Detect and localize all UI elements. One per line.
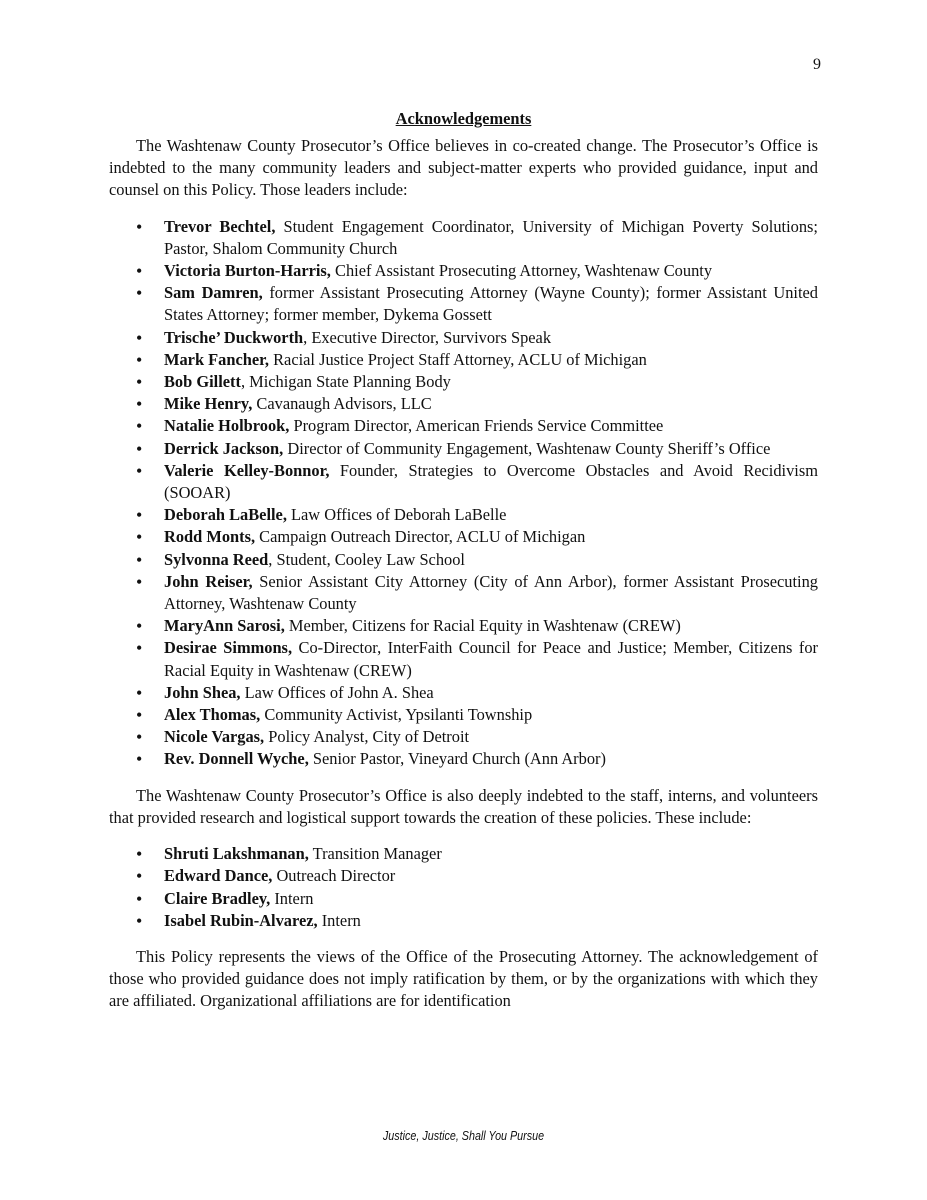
person-description: Transition Manager bbox=[308, 844, 442, 864]
person-name: Natalie Holbrook, bbox=[164, 416, 290, 436]
person-description: Senior Pastor, Vineyard Church (Ann Arbor) bbox=[308, 749, 606, 769]
list-item bbox=[109, 865, 818, 887]
person-name: Rev. Donnell Wyche, bbox=[164, 749, 309, 769]
list-item bbox=[109, 888, 818, 910]
list-item bbox=[109, 748, 818, 770]
list-item bbox=[109, 571, 818, 615]
person-description: Senior Assistant City Attorney (City of Ann Arbor), former Assistant Prosecuting Attorney, Washtenaw County bbox=[164, 571, 819, 614]
person-name: Sam Damren, bbox=[164, 283, 263, 303]
person-name: MaryAnn Sarosi, bbox=[164, 616, 285, 636]
list-item bbox=[109, 726, 818, 748]
person-description: Director of Community Engagement, Washtenaw County Sheriff’s Office bbox=[283, 438, 771, 458]
list-item bbox=[109, 349, 818, 371]
page-footer: Justice, Justice, Shall You Pursue bbox=[382, 1129, 545, 1143]
list-item bbox=[109, 615, 818, 637]
person-name: Claire Bradley, bbox=[164, 888, 271, 908]
person-name: Trevor Bechtel, bbox=[164, 216, 276, 236]
list-item bbox=[109, 843, 818, 865]
person-description: , Student, Cooley Law School bbox=[268, 549, 465, 569]
person-name: Isabel Rubin-Alvarez, bbox=[164, 910, 318, 930]
list-item bbox=[109, 682, 818, 704]
leaders-list bbox=[109, 216, 818, 771]
person-name: Deborah LaBelle, bbox=[164, 505, 287, 525]
list-item bbox=[109, 282, 818, 326]
person-name: Mark Fancher, bbox=[164, 349, 270, 369]
person-description: Policy Analyst, City of Detroit bbox=[264, 727, 470, 747]
person-description: Law Offices of Deborah LaBelle bbox=[286, 505, 507, 525]
person-name: Trische’ Duckworth bbox=[164, 327, 304, 347]
person-description: , Executive Director, Survivors Speak bbox=[303, 327, 552, 347]
person-name: Valerie Kelley-Bonnor, bbox=[164, 460, 330, 480]
person-name: John Shea, bbox=[164, 682, 241, 702]
person-description: former Assistant Prosecuting Attorney (Wayne County); former Assistant United States Attorney; former member, Dykema Gossett bbox=[164, 283, 818, 325]
person-description: , Michigan State Planning Body bbox=[240, 372, 451, 392]
person-name: Mike Henry, bbox=[164, 394, 253, 414]
person-name: John Reiser, bbox=[164, 571, 253, 591]
person-name: Derrick Jackson, bbox=[164, 438, 284, 458]
list-item bbox=[109, 526, 818, 548]
staff-list bbox=[109, 843, 818, 932]
page-number: 9 bbox=[813, 56, 821, 73]
person-description: Racial Justice Project Staff Attorney, ACLU of Michigan bbox=[269, 349, 647, 369]
person-description: Community Activist, Ypsilanti Township bbox=[260, 705, 533, 725]
closing-paragraph: This Policy represents the views of the Office of the Prosecuting Attorney. The acknowledgement of those who provided guidance does not imply ratification by them, or by the organizations with which they are affiliated. Organizational affiliations are for identification bbox=[109, 946, 818, 1011]
person-name: Alex Thomas, bbox=[164, 705, 261, 725]
person-name: Victoria Burton-Harris, bbox=[164, 261, 331, 281]
person-name: Nicole Vargas, bbox=[164, 727, 265, 747]
person-name: Bob Gillett bbox=[164, 372, 241, 392]
person-name: Sylvonna Reed bbox=[164, 549, 269, 569]
person-description: Program Director, American Friends Service Committee bbox=[289, 416, 664, 436]
list-item bbox=[109, 460, 818, 504]
person-description: Intern bbox=[317, 910, 361, 930]
person-description: Chief Assistant Prosecuting Attorney, Washtenaw County bbox=[330, 261, 713, 281]
person-description: Intern bbox=[270, 888, 314, 908]
list-item bbox=[109, 504, 818, 526]
person-description: Student Engagement Coordinator, University of Michigan Poverty Solutions; Pastor, Shalom Community Church bbox=[164, 216, 818, 258]
person-name: Desirae Simmons, bbox=[164, 638, 293, 658]
person-name: Shruti Lakshmanan, bbox=[164, 844, 309, 864]
intro-paragraph: The Washtenaw County Prosecutor’s Office believes in co-created change. The Prosecutor’s Office is indebted to the many community leaders and subject-matter experts who provided guidance, input and counsel on this Policy. Those leaders include: bbox=[109, 136, 818, 200]
document-body bbox=[109, 108, 818, 1013]
person-description: Founder, Strategies to Overcome Obstacles and Avoid Recidivism (SOOAR) bbox=[164, 460, 818, 503]
person-description: Co-Director, InterFaith Council for Peace and Justice; Member, Citizens for Racial Equity in Washtenaw (CREW) bbox=[164, 638, 818, 680]
list-item bbox=[109, 393, 818, 415]
person-description: Member, Citizens for Racial Equity in Washtenaw (CREW) bbox=[284, 616, 681, 636]
person-name: Rodd Monts, bbox=[164, 527, 256, 547]
list-item bbox=[109, 637, 818, 681]
list-item bbox=[109, 327, 818, 349]
list-item bbox=[109, 216, 818, 260]
person-description: Outreach Director bbox=[272, 866, 396, 886]
list-item bbox=[109, 438, 818, 460]
person-description: Cavanaugh Advisors, LLC bbox=[252, 394, 432, 414]
person-description: Law Offices of John A. Shea bbox=[240, 682, 434, 702]
page-title: Acknowledgements bbox=[395, 109, 532, 128]
person-description: Campaign Outreach Director, ACLU of Michigan bbox=[255, 527, 586, 547]
list-item bbox=[109, 371, 818, 393]
list-item bbox=[109, 704, 818, 726]
list-item bbox=[109, 260, 818, 282]
list-item bbox=[109, 910, 818, 932]
staff-intro-paragraph: The Washtenaw County Prosecutor’s Office is also deeply indebted to the staff, interns, and volunteers that provided research and logistical support towards the creation of these policies. These include: bbox=[109, 785, 818, 827]
list-item bbox=[109, 415, 818, 437]
person-name: Edward Dance, bbox=[164, 866, 273, 886]
list-item bbox=[109, 549, 818, 571]
